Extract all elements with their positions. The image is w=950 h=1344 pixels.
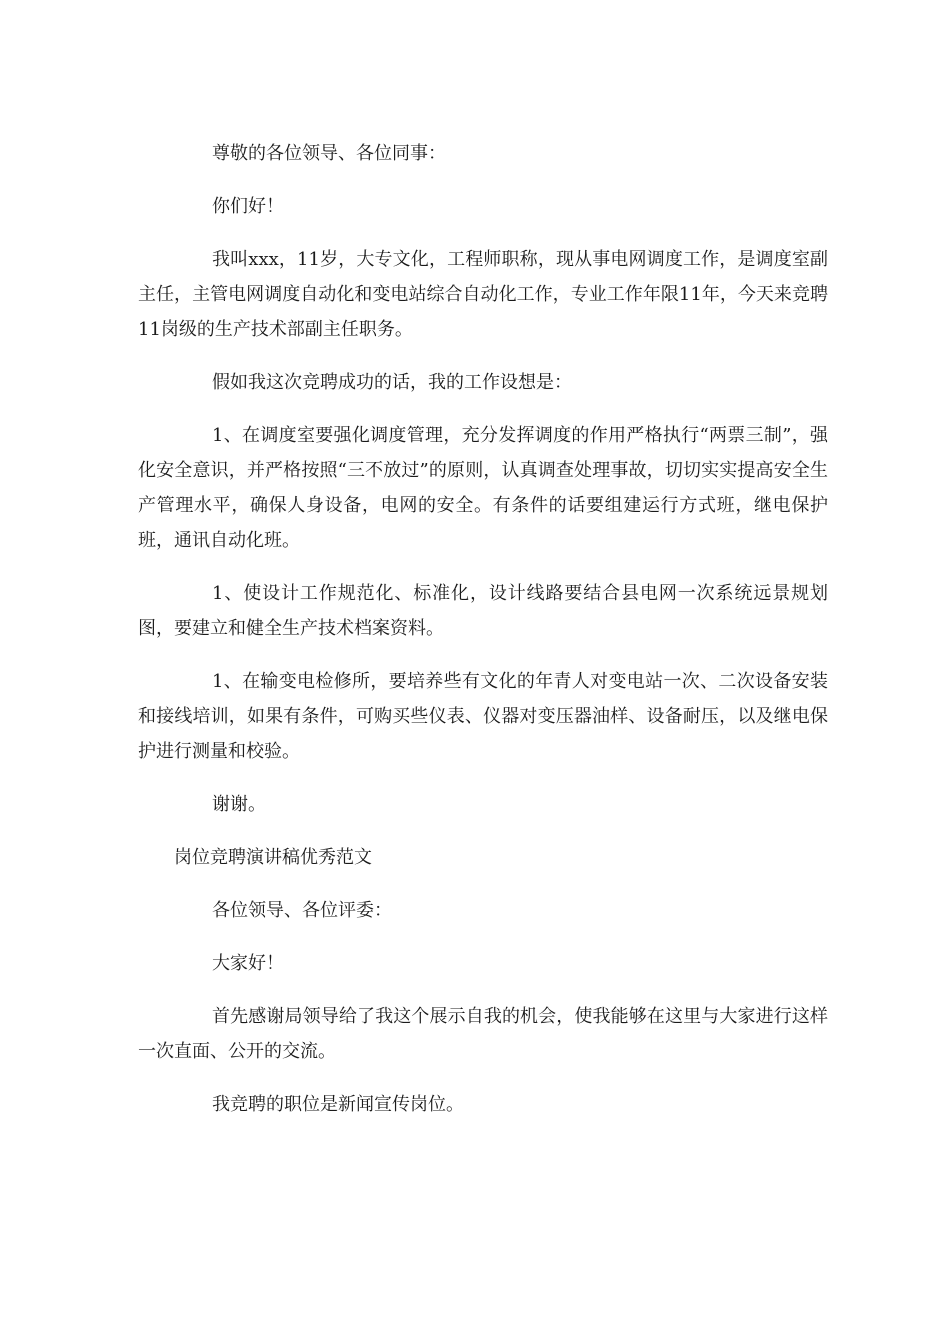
self-introduction: 我叫xxx，11岁，大专文化，工程师职称，现从事电网调度工作，是调度室副主任，主管电网调度自动化和变电站综合自动化工作，专业工作年限11年，今天来竞聘11岗级的生产技术部副主任职务。 <box>138 249 828 340</box>
closing-thanks: 谢谢。 <box>212 794 266 815</box>
plan-item-3: 1、在输变电检修所，要培养些有文化的年青人对变电站一次、二次设备安装和接线培训，如果有条件，可购买些仪表、仪器对变压器油样、设备耐压，以及继电保护进行测量和校验。 <box>138 671 828 762</box>
plan-intro: 假如我这次竞聘成功的话，我的工作设想是： <box>212 372 572 393</box>
salutation-1: 尊敬的各位领导、各位同事： <box>212 143 446 164</box>
thanks-paragraph: 首先感谢局领导给了我这个展示自我的机会，使我能够在这里与大家进行这样一次直面、公开的交流。 <box>138 1006 828 1062</box>
greeting-2: 大家好！ <box>212 953 284 974</box>
plan-item-1: 1、在调度室要强化调度管理，充分发挥调度的作用严格执行“两票三制”，强化安全意识，并严格按照“三不放过”的原则，认真调查处理事故，切切实实提高安全生产管理水平，确保人身设备，电网的安全。有条件的话要组建运行方式班，继电保护班，通讯自动化班。 <box>138 425 828 551</box>
greeting-1: 你们好！ <box>212 196 284 217</box>
section-heading: 岗位竞聘演讲稿优秀范文 <box>174 847 372 868</box>
salutation-2: 各位领导、各位评委： <box>212 900 392 921</box>
plan-item-2: 1、使设计工作规范化、标准化，设计线路要结合县电网一次系统远景规划图，要建立和健全生产技术档案资料。 <box>138 583 828 639</box>
document-body <box>138 136 828 1122</box>
position-statement: 我竞聘的职位是新闻宣传岗位。 <box>212 1094 464 1115</box>
